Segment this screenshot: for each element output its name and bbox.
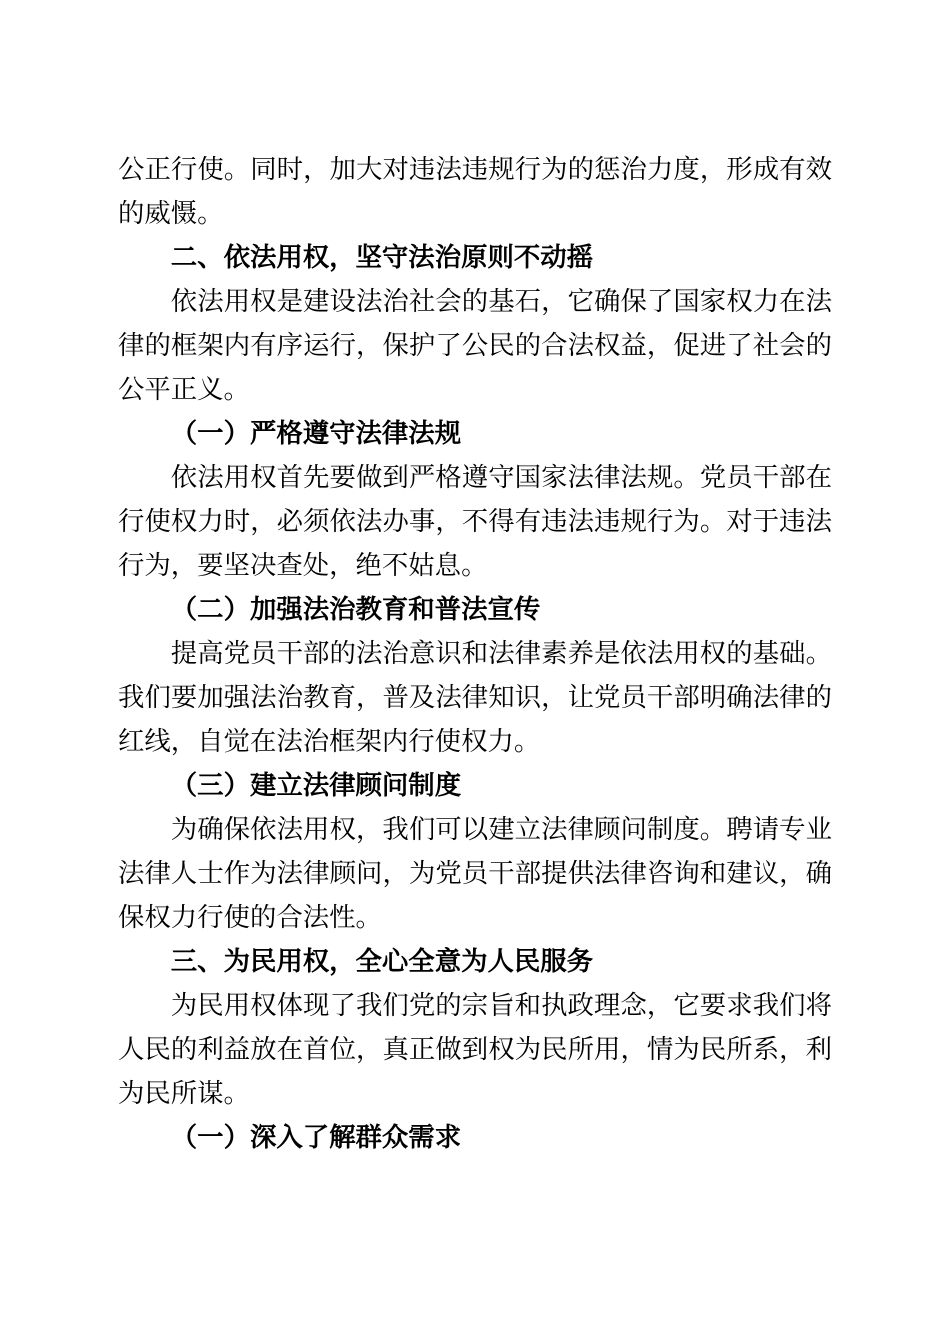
paragraph: 为确保依法用权，我们可以建立法律顾问制度。聘请专业法律人士作为法律顾问，为党员干部提供法律咨询和建议，确保权力行使的合法性。 — [118, 814, 832, 932]
paragraph: 为民用权体现了我们党的宗旨和执政理念，它要求我们将人民的利益放在首位，真正做到权为民所用，情为民所系，利为民所谋。 — [118, 990, 832, 1108]
paragraph: 依法用权是建设法治社会的基石，它确保了国家权力在法律的框架内有序运行，保护了公民的合法权益，促进了社会的公平正义。 — [118, 286, 832, 404]
subsection-heading-3-1: （一）深入了解群众需求 — [170, 1122, 462, 1152]
paragraph: 依法用权首先要做到严格遵守国家法律法规。党员干部在行使权力时，必须依法办事，不得有违法违规行为。对于违法行为，要坚决查处，绝不姑息。 — [118, 462, 832, 580]
paragraph-continuation: 公正行使。同时，加大对违法违规行为的惩治力度，形成有效的威慑。 — [118, 154, 832, 228]
paragraph: 提高党员干部的法治意识和法律素养是依法用权的基础。我们要加强法治教育，普及法律知识，让党员干部明确法律的红线，自觉在法治框架内行使权力。 — [118, 638, 832, 756]
section-heading-3: 三、为民用权，全心全意为人民服务 — [170, 946, 594, 976]
subsection-heading-2-2: （二）加强法治教育和普法宣传 — [170, 594, 541, 624]
section-heading-2: 二、依法用权，坚守法治原则不动摇 — [170, 242, 594, 272]
subsection-heading-2-3: （三）建立法律顾问制度 — [170, 770, 462, 800]
text-column — [118, 147, 832, 1159]
subsection-heading-2-1: （一）严格遵守法律法规 — [170, 418, 462, 448]
